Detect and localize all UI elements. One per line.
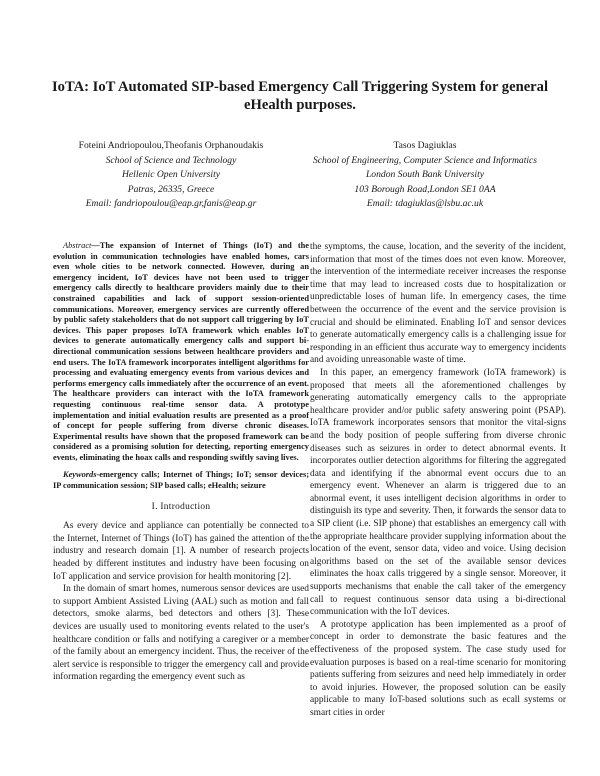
abstract-lead: Abstract [63, 241, 92, 250]
author-university: London South Bank University [365, 169, 485, 181]
body-paragraph: In the domain of smart homes, numerous sensor devices are used to support Ambient Assisted Living (AAL) such as motion and fall detectors, smoke alarms, bed detectors and others [3]. These devices are usually used to monitoring events related to the user's healthcare condition or falls and notifying a caregiver or a member of the family about an emergency incident. Thus, the receiver of the alert service is responsible to trigger the emergency call and provide information regarding the emergency event such as [53, 584, 309, 683]
abstract [53, 241, 309, 463]
author-address: Patras, 26335, Greece [127, 183, 215, 195]
paper-title-line-2: eHealth purposes. [244, 97, 356, 113]
author-block-2 [285, 139, 565, 212]
paper-title [40, 78, 560, 114]
left-column [53, 241, 309, 684]
author-email: Email: fandriopoulou@eap.gr,fanis@eap.gr [85, 198, 257, 210]
keywords-lead: Keywords [63, 470, 97, 480]
right-column [310, 241, 566, 720]
keywords [53, 470, 309, 491]
author-block-1 [40, 139, 302, 212]
author-university: Hellenic Open University [121, 169, 221, 181]
paper-title-line-1: IoTA: IoT Automated SIP-based Emergency Call Triggering System for general [51, 79, 549, 95]
body-paragraph: As every device and appliance can potentially be connected to the Internet, Internet of Things (IoT) has gained the attention of the industry and research domain [1]. A number of research projects headed by different institutes and industry have been focusing on IoT application and service provision for health monitoring [2]. [53, 521, 309, 582]
author-address: 103 Borough Road,London SE1 0AA [354, 183, 496, 195]
author-school: School of Science and Technology [105, 154, 237, 166]
section-heading-introduction: I. Introduction [151, 501, 211, 512]
body-paragraph: A prototype application has been implemented as a proof of concept in order to demonstrate the basic features and the effectiveness of the proposed system. The case study used for evaluation purposes is based on a real-time scenario for monitoring patients suffering from seizures and need help immediately in order to avoid injuries. However, the proposed solution can be easily applicable to many IoT-based solutions such as ecall systems or smart cities in order [310, 619, 566, 718]
author-email: Email: tdagiuklas@lsbu.ac.uk [366, 198, 484, 210]
abstract-text: —The expansion of Internet of Things (IoT) and the evolution in communication technologies have enabled homes, cars even whole cities to be network connected. However, during an emergency incident, IoT devices have not been used to trigger emergency calls directly to healthcare providers mainly due to their constrained capabilities and lack of support session-oriented communications. Moreover, emergency services are currently offered by public safety stakeholders that do not support call triggering by IoT devices. This paper proposes IoTA framework which enables IoT devices to generate automatically emergency calls and support bi-directional communication sessions between healthcare providers and end users. The IoTA framework incorporates intelligent algorithms for processing and evaluating emergency events from various devices and performs emergency calls immediately after the occurrence of an event. The healthcare providers can interact with the IoTA framework requesting continuous real-time sensor data. A prototype implementation and initial evaluation results are presented as a proof of concept for people suffering from diverse chronic diseases. Experimental results have shown that the proposed framework can be considered as a promising solution for detecting, reporting emergency events, eliminating the hoax calls and responding swiftly saving lives. [53, 241, 309, 462]
author-school: School of Engineering, Computer Science and Informatics [312, 154, 538, 166]
body-paragraph: In this paper, an emergency framework (IoTA framework) is proposed that meets all the aforementioned challenges by generating automatically emergency calls to the appropriate healthcare provider and/or public safety answering point (PSAP). IoTA framework incorporates sensors that monitor the vital-signs and the body position of people suffering from diverse chronic diseases such as seizures in order to detect abnormal events. It incorporates outlier detection algorithms for filtering the aggregated data and identifying if the abnormal event occurs due to an emergency event. Whenever an alarm is triggered due to an abnormal event, it uses intelligent decision algorithms in order to distinguish its type and severity. Then, it forwards the sensor data to a SIP client (i.e. SIP phone) that establishes an emergency call with the appropriate healthcare provider supplying information about the location of the event, sensor data, video and voice. Using decision algorithms based on the set of the available sensor devices eliminates the hoax calls triggered by a single sensor. Moreover, it supports mechanisms that enable the call taker of the emergency call to request continuous sensor data using a bi-directional communication with the IoT devices. [310, 367, 566, 618]
author-names: Tasos Dagiuklas [393, 140, 457, 151]
keywords-text: -emergency calls; Internet of Things; IoT; sensor devices; IP communication session; SIP based calls; eHealth; seizure [53, 470, 309, 491]
body-paragraph-continued: the symptoms, the cause, location, and the severity of the incident, information that most of the times does not even know. Moreover, the intervention of the intermediate receiver increases the response time that may lead to increased costs due to hospitalization or unpredictable loses of human life. In emergency cases, the time between the occurrence of the event and the service provision is crucial and should be eliminated. Enabling IoT and sensor devices to generate automatically emergency calls is a challenging issue for responding in an efficient thus accurate way to emergency incidents and avoiding unreasonable waste of time. [310, 242, 566, 366]
author-names: Foteini Andriopoulou,Theofanis Orphanoudakis [78, 140, 264, 151]
